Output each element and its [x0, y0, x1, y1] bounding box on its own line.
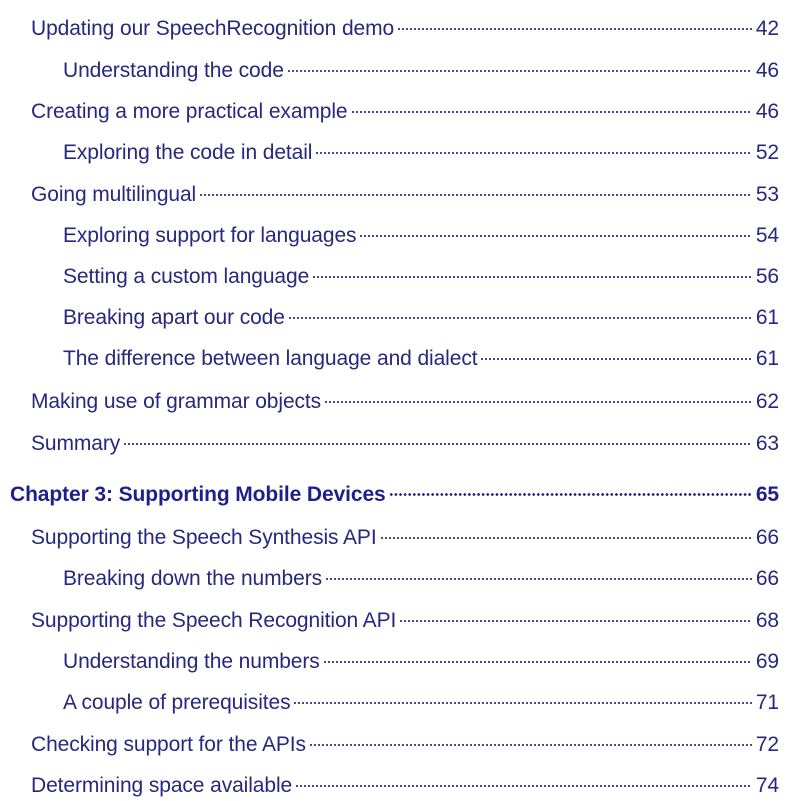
dot-leader: [389, 493, 752, 496]
toc-entry-title: Checking support for the APIs: [31, 733, 306, 756]
dot-leader: [309, 744, 752, 746]
toc-entry-title: Understanding the code: [63, 59, 284, 82]
toc-entry-title: Exploring support for languages: [63, 224, 357, 247]
toc-entry-page: 72: [755, 733, 779, 756]
toc-entry-page: 46: [755, 59, 779, 82]
dot-leader: [293, 702, 751, 704]
toc-entry-page: 61: [755, 347, 779, 370]
toc-entry[interactable]: [31, 771, 779, 801]
toc-entry-title: The difference between language and dialect: [63, 347, 478, 370]
toc-entry[interactable]: [63, 344, 779, 374]
toc-entry-title: Updating our SpeechRecognition demo: [31, 17, 395, 40]
toc-entry-page: 68: [755, 609, 779, 632]
toc-entry[interactable]: [31, 180, 779, 210]
dot-leader: [123, 443, 752, 445]
toc-entry[interactable]: [31, 606, 779, 636]
toc-entry-page: 66: [755, 526, 779, 549]
toc-entry-title: Exploring the code in detail: [63, 141, 313, 164]
toc-entry-page: 52: [755, 141, 779, 164]
toc-entry[interactable]: [63, 564, 779, 594]
toc-entry-page: 62: [755, 390, 779, 413]
toc-chapter-heading[interactable]: [10, 480, 779, 510]
dot-leader: [325, 578, 752, 580]
dot-leader: [315, 152, 751, 154]
dot-leader: [399, 620, 752, 622]
toc-entry-page: 69: [755, 650, 779, 673]
toc-entry-title: Going multilingual: [31, 183, 197, 206]
toc-entry-title: Determining space available: [31, 774, 293, 797]
toc-entry[interactable]: [31, 387, 779, 417]
toc-entry-page: 54: [755, 224, 779, 247]
dot-leader: [312, 276, 752, 278]
toc-entry[interactable]: [63, 56, 779, 86]
toc-entry[interactable]: [31, 523, 779, 553]
toc-entry[interactable]: [31, 14, 779, 44]
toc-entry-page: 66: [755, 567, 779, 590]
toc-entry[interactable]: [31, 730, 779, 760]
dot-leader: [288, 317, 752, 319]
toc-entry-page: 42: [755, 17, 779, 40]
dot-leader: [295, 785, 752, 787]
toc-entry-title: Understanding the numbers: [63, 650, 320, 673]
toc-entry-page: 56: [755, 265, 779, 288]
dot-leader: [199, 194, 752, 196]
toc-entry[interactable]: [63, 221, 779, 251]
dot-leader: [397, 28, 752, 30]
toc-chapter-page: 65: [755, 483, 779, 506]
toc-entry-page: 74: [755, 774, 779, 797]
toc-entry-title: Breaking down the numbers: [63, 567, 322, 590]
toc-entry[interactable]: [63, 262, 779, 292]
toc-entry-title: Making use of grammar objects: [31, 390, 322, 413]
dot-leader: [480, 358, 751, 360]
dot-leader: [323, 661, 752, 663]
toc-entry-title: A couple of prerequisites: [63, 691, 291, 714]
toc-entry[interactable]: [63, 303, 779, 333]
toc-entry-page: 63: [755, 432, 779, 455]
toc-entry[interactable]: [63, 647, 779, 677]
dot-leader: [351, 111, 752, 113]
toc-entry[interactable]: [31, 97, 779, 127]
dot-leader: [380, 537, 752, 539]
toc-entry-title: Setting a custom language: [63, 265, 310, 288]
toc-entry-page: 53: [755, 183, 779, 206]
toc-entry-page: 61: [755, 306, 779, 329]
toc-entry[interactable]: [63, 138, 779, 168]
toc-entry-title: Supporting the Speech Synthesis API: [31, 526, 377, 549]
dot-leader: [324, 401, 752, 403]
toc-entry-title: Breaking apart our code: [63, 306, 285, 329]
dot-leader: [287, 70, 752, 72]
toc-entry[interactable]: [63, 688, 779, 718]
toc-entry-title: Supporting the Speech Recognition API: [31, 609, 397, 632]
toc-entry[interactable]: [31, 429, 779, 459]
dot-leader: [359, 235, 751, 237]
toc-entry-title: Creating a more practical example: [31, 100, 348, 123]
toc-entry-page: 46: [755, 100, 779, 123]
toc-entry-title: Summary: [31, 432, 121, 455]
toc-chapter-title: Chapter 3: Supporting Mobile Devices: [10, 483, 386, 506]
toc-entry-page: 71: [755, 691, 779, 714]
